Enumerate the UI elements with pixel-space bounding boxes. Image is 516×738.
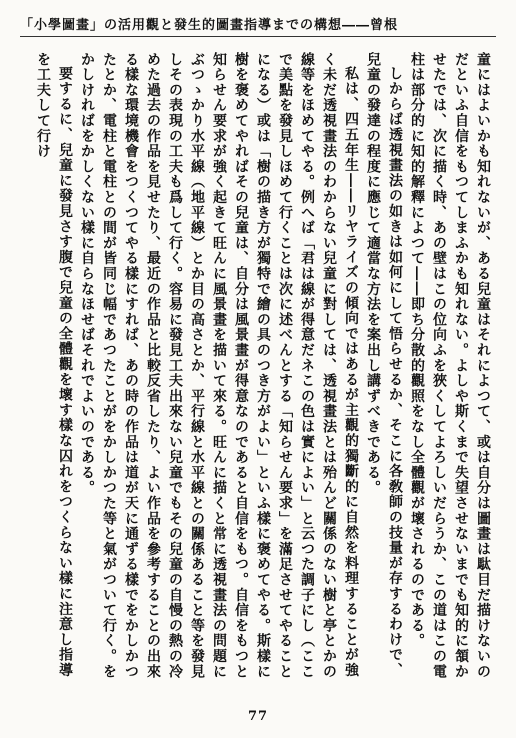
paragraph: しからば透視畫法の如きは如何にして悟らせるか、そこに各敎師の技量が存するわけで、兒童の發達の程度に應じて適當な方法を案出し講ずべきである。 [365, 52, 403, 678]
page-number: 77 [247, 709, 269, 724]
paragraph: 要するに、兒童に發見さす腹で兒童の全體觀を壞す樣な囚れをつくらない樣に注意し指導を工夫して行け [35, 52, 73, 678]
running-header: 「小學圖畫」の活用觀と發生的圖畫指導までの構想――曾根 [20, 10, 496, 37]
body-text [26, 52, 494, 682]
paragraph: 私は、四五年生――リヤライズの傾向ではあるが主觀的獨斷的に自然を料理することが強く未だ透視畫法のわからない兒童に對しては、透視畫法とは殆んど關係のない樹と亭とかの線等をほめてやる。例へば「君は線が得意だネこの色は實によい」と云つた調子にし（ここで美點を發見しほめて行くことは次に述べんとする「知らせん要求」を滿足させてやることになる）或は「樹の描き方が獨特で繪の具のつき方がよい」といふ樣に褒めてやる。斯樣に樹を褒めてやればその兒童は、自分は風景畫が得意なのであると自信をもつ。自信をもつと知らせん要求が強く起きて旺んに風景畫を描いて來る。旺んに描くと常に透視畫法の問題にぶつゝかり水平線（地平線）とか目の高さとか、平行線と水平線との關係あること等を發見しその表現の工夫も爲して行く。容易に發見工夫出來ない兒童でもその兒童の自慢の熱の冷めた過去の作品を見せたり、最近の作品と比較反省したり、よい作品を參考することの出來る樣な環境機會をつくつてやる樣にすれば、あの時の作品は道が天に通ずる樣でをかしかつたとか、電柱と電柱との間が皆同じ幅であつたことがをかしかつた等と氣がついて行く。をかしければをかしくない樣に自らなほせばそれでよいのである。 [79, 52, 359, 680]
paragraph: 童にはよいかも知れないが、ある兒童はそれによつて、或は自分は圖畫は駄目だ描けないのだといふ自信をもつてしまふかも知れない。よしや斯くまで失望させないまでも知的に頷かせたでは、次に描く時、あの壁はこの位向ふを狹くしてよろしいだらうか、この道はこの電柱は部分的に知的解釋によつて――即ち分散的觀照をなし全體觀が壞されるのである。 [409, 52, 491, 680]
